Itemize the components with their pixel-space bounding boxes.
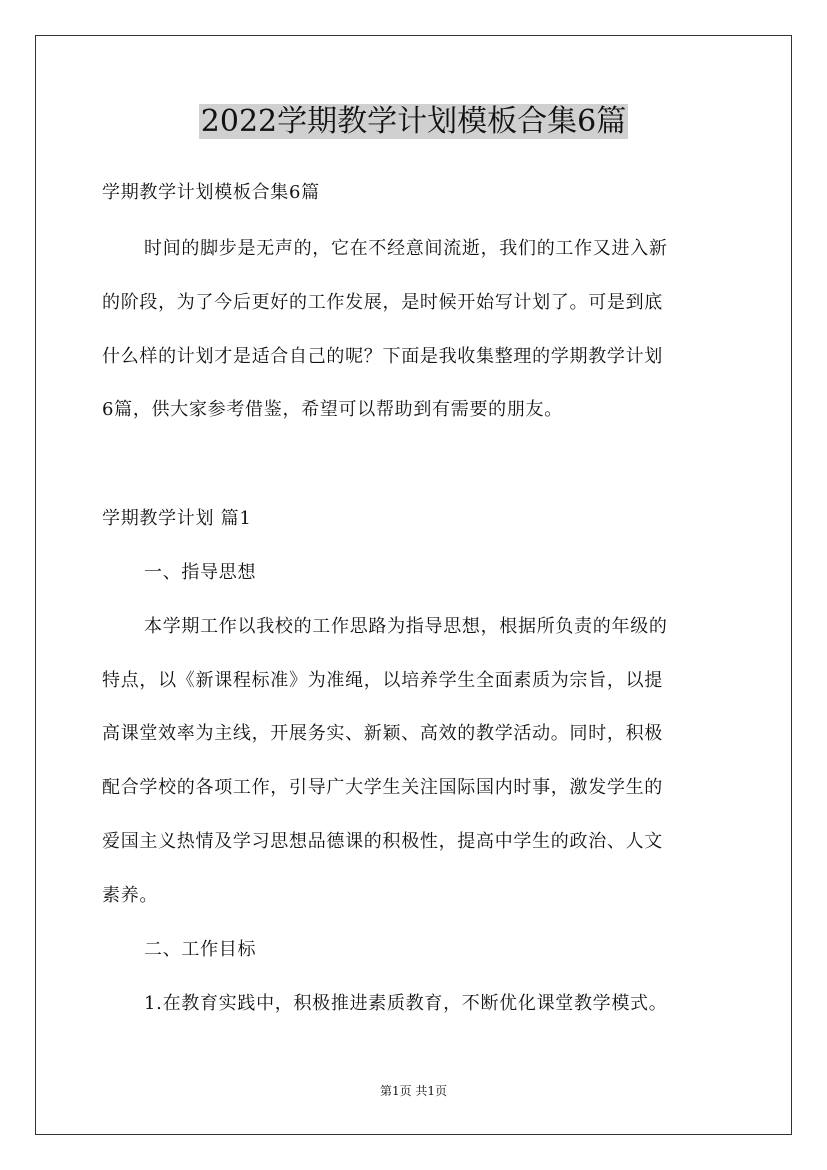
- paragraph-line: 配合学校的各项工作，引导广大学生关注国际国内时事，激发学生的: [102, 777, 663, 798]
- paragraph-line: 本学期工作以我校的工作思路为指导思想，根据所负责的年级的: [144, 616, 668, 637]
- page-footer: 第1页 共1页: [379, 1084, 448, 1098]
- intro-line: 的阶段，为了今后更好的工作发展，是时候开始写计划了。可是到底: [102, 292, 663, 313]
- document-subtitle: 学期教学计划模板合集6篇: [102, 182, 320, 203]
- document-title: 2022学期教学计划模板合集6篇: [200, 104, 627, 139]
- section-heading: 学期教学计划 篇1: [102, 508, 252, 529]
- intro-line: 时间的脚步是无声的，它在不经意间流逝，我们的工作又进入新: [144, 238, 668, 259]
- paragraph-line: 特点，以《新课程标准》为准绳，以培养学生全面素质为宗旨，以提: [102, 670, 663, 691]
- heading-work-goals: 二、工作目标: [144, 939, 257, 960]
- intro-line: 6篇，供大家参考借鉴，希望可以帮助到有需要的朋友。: [102, 399, 563, 420]
- paragraph-line: 素养。: [102, 885, 159, 906]
- intro-line: 什么样的计划才是适合自己的呢？下面是我收集整理的学期教学计划: [102, 346, 663, 367]
- paragraph-line: 爱国主义热情及学习思想品德课的积极性，提高中学生的政治、人文: [102, 831, 663, 852]
- paragraph-line: 高课堂效率为主线，开展务实、新颖、高效的教学活动。同时，积极: [102, 723, 663, 744]
- heading-guiding-ideology: 一、指导思想: [144, 562, 257, 583]
- list-item: 1.在教育实践中，积极推进素质教育，不断优化课堂教学模式。: [144, 993, 668, 1014]
